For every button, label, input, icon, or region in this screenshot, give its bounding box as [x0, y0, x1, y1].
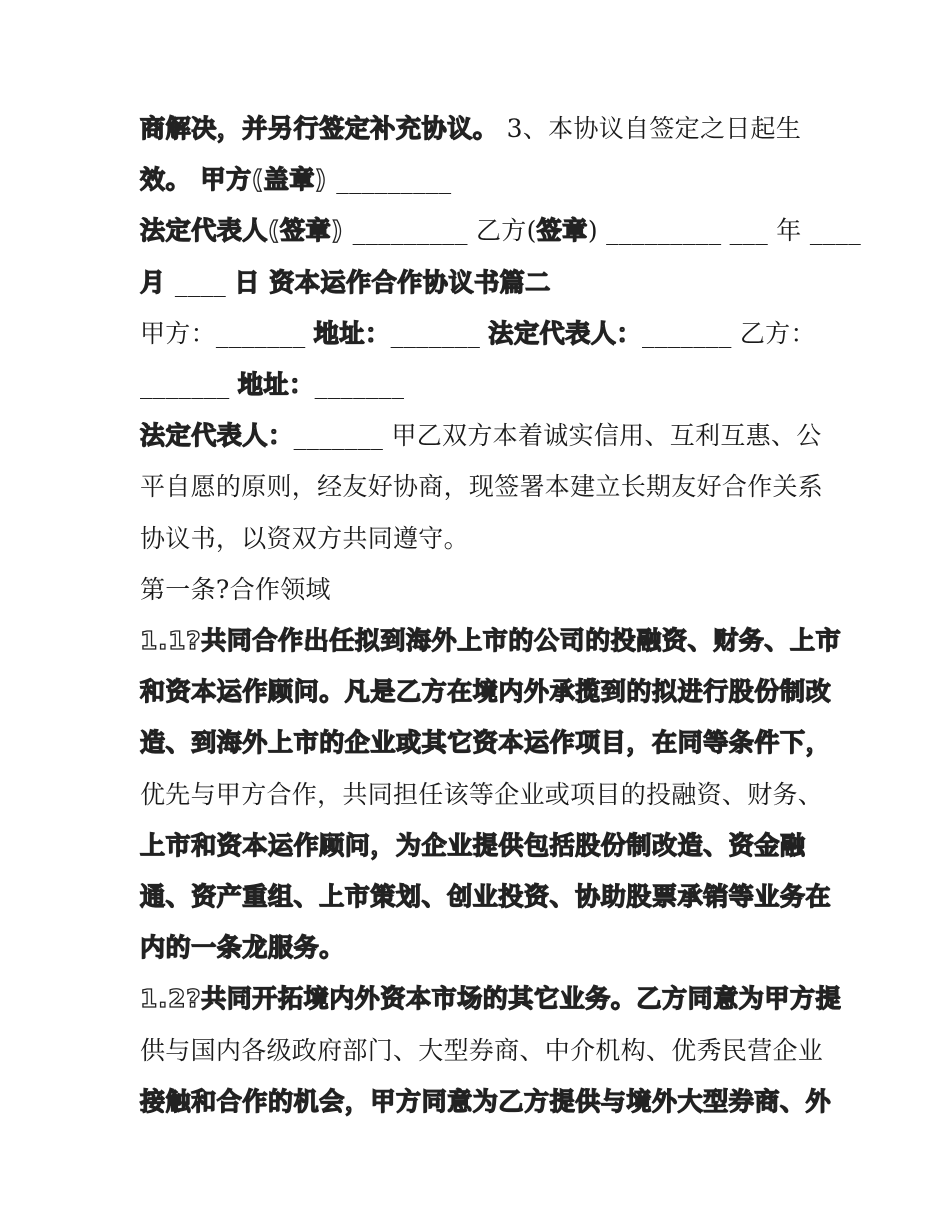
text-segment: 月 — [140, 267, 175, 297]
text-line — [140, 573, 820, 607]
text-line — [140, 675, 832, 709]
text-line — [140, 726, 832, 760]
text-segment: _______ — [390, 318, 489, 348]
text-segment: 1.2?共同开拓境内外资本市场的其它业务。乙方同意为甲方提 — [140, 984, 842, 1014]
text-segment: 1.1?共同合作出任拟到海外上市的公司的投融资、财务、上市 — [140, 626, 842, 655]
text-segment: 优先与甲方合作，共同担任该等企业或项目的投融资、财务、 — [140, 779, 824, 809]
text-segment: 供与国内各级政府部门、大型券商、中介机构、优秀民营企业 — [140, 1035, 824, 1065]
text-line — [140, 112, 820, 146]
text-segment: 第一条?合作领域 — [140, 574, 331, 604]
text-line — [140, 880, 832, 914]
text-segment: _________ 乙方( — [352, 216, 537, 246]
text-line — [140, 163, 820, 197]
text-segment: 平自愿的原则，经友好协商，现签署本建立长期友好合作关系 — [140, 472, 824, 502]
text-segment: 通、资产重组、上市策划、创业投资、协助股票承销等业务在 — [140, 882, 832, 911]
text-line — [140, 214, 862, 248]
text-segment: 造、到海外上市的企业或其它资本运作项目，在同等条件下， — [140, 728, 832, 758]
text-segment: 接触和合作的机会，甲方同意为乙方提供与境外大型券商、外 — [140, 1086, 832, 1116]
text-segment: 地址： — [313, 318, 391, 348]
text-segment: _______ 甲乙双方本着诚实信用、互利互惠、公 — [293, 421, 822, 451]
text-segment: _______ — [140, 370, 238, 399]
text-segment: 地址： — [237, 370, 315, 399]
text-segment: _______ 乙方： — [642, 318, 816, 348]
text-line — [140, 419, 820, 453]
text-segment: _________ — [336, 165, 452, 195]
text-line — [140, 317, 820, 351]
text-line — [140, 1034, 824, 1068]
text-line — [140, 829, 820, 863]
text-segment: 和资本运作顾问。凡是乙方在境内外承揽到的拟进行股份制改 — [140, 677, 832, 707]
text-segment: 上市和资本运作顾问，为企业提供包括股份制改造、资金融 — [140, 830, 806, 860]
text-segment: 法定代表人(签章) — [140, 216, 353, 246]
text-segment: 内的一条龙服务。 — [140, 933, 345, 963]
text-segment: 协议书，以资双方共同遵守。 — [140, 523, 469, 553]
text-line — [140, 368, 820, 402]
text-segment: 效。 甲方(盖章) — [140, 165, 337, 195]
text-segment: 法定代表人： — [488, 318, 643, 348]
text-line — [140, 931, 820, 965]
text-segment: 商解决，并另行签定补充协议。 — [140, 114, 499, 143]
text-segment: 甲方：_______ — [140, 318, 314, 348]
text-segment: 法定代表人： — [140, 421, 294, 451]
text-segment: _______ — [314, 370, 405, 399]
text-line — [140, 470, 824, 504]
text-line — [140, 266, 820, 300]
text-line — [140, 1085, 832, 1119]
text-segment: 日 资本运作合作协议书篇二 — [234, 267, 551, 297]
text-line — [140, 778, 824, 812]
text-segment: 3、本协议自签定之日起生 — [498, 114, 802, 143]
text-line — [140, 624, 842, 658]
text-segment: ____ — [174, 267, 235, 297]
text-segment: 签章 — [536, 216, 588, 246]
text-line — [140, 522, 820, 556]
text-line — [140, 982, 842, 1016]
text-segment: ) _________ ___ 年 ____ — [587, 216, 862, 246]
